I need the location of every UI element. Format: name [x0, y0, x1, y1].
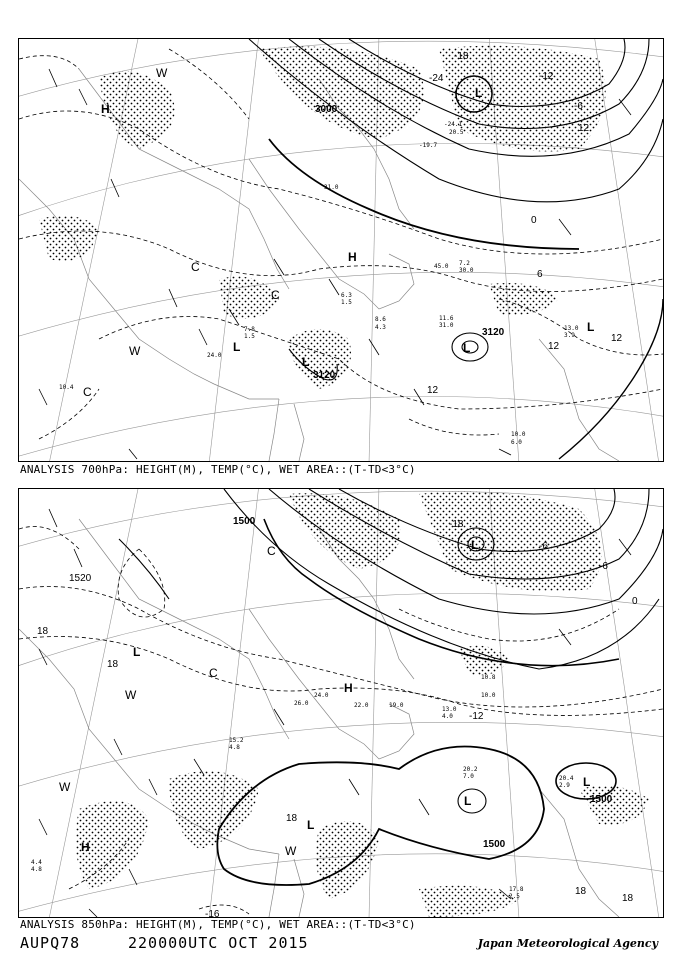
contour-label: -16 [205, 909, 220, 917]
station-value: 4.8 [229, 744, 240, 751]
contour-label: 12 [548, 341, 560, 352]
low-marker: L [233, 340, 241, 354]
cold-marker: C [83, 385, 92, 399]
station-value: 11.6 [439, 315, 454, 322]
contour-label: 3120 [482, 327, 505, 338]
station-value: 10.0 [511, 431, 526, 438]
station-value: 10.0 [481, 692, 496, 699]
contour-label: 1500 [590, 794, 613, 805]
analysis-850hpa-svg [19, 489, 663, 917]
station-value: 6.3 [341, 292, 352, 299]
station-value: -24.1 [444, 121, 463, 128]
analysis-700hpa-map [18, 38, 664, 462]
station-value: 2.9 [559, 782, 570, 789]
wet-areas [39, 46, 606, 389]
low-marker: L [133, 645, 141, 659]
contour-label: 18 [107, 659, 119, 670]
station-value: 45.0 [434, 263, 449, 270]
station-value: -19.7 [419, 142, 438, 149]
contour-label: -12 [539, 71, 554, 82]
station-value: 10.8 [481, 674, 496, 681]
station-value: 24.0 [314, 692, 329, 699]
chart-code: AUPQ78 [20, 934, 81, 952]
contour-label: 18 [37, 626, 49, 637]
warm-marker: W [59, 780, 71, 794]
contour-label: 18 [286, 813, 298, 824]
warm-marker: W [156, 66, 168, 80]
warm-marker: W [125, 688, 137, 702]
station-value: 4.0 [442, 713, 453, 720]
cold-marker: C [271, 288, 280, 302]
station-value: 15.2 [229, 737, 244, 744]
station-value: 20.4 [559, 775, 574, 782]
cold-marker: C [191, 260, 200, 274]
low-marker: L [464, 794, 472, 808]
analysis-850hpa-map [18, 488, 664, 918]
contour-label: 1500 [233, 516, 256, 527]
contour-label: 0 [531, 215, 537, 226]
station-value: 17.8 [509, 886, 524, 893]
low-marker: L [587, 320, 595, 334]
contour-label: -12 [469, 711, 484, 722]
station-value: 2.5 [509, 893, 520, 900]
station-value: 24.0 [207, 352, 222, 359]
low-marker: L [307, 818, 315, 832]
low-marker: L [463, 341, 471, 355]
low-marker: L [471, 538, 479, 552]
station-value: 4.3 [375, 324, 386, 331]
contour-label: 1500 [483, 839, 506, 850]
valid-time: 220000UTC OCT 2015 [128, 934, 309, 952]
station-value: 7.0 [463, 773, 474, 780]
contour-label: -18 [454, 51, 469, 62]
station-value: 7.2 [459, 260, 470, 267]
station-value: 1.5 [341, 299, 352, 306]
warm-marker: W [285, 844, 297, 858]
station-value: 8.6 [375, 316, 386, 323]
station-value: 31.0 [324, 184, 339, 191]
station-value: 13.0 [564, 325, 579, 332]
panel-caption-700hpa: ANALYSIS 700hPa: HEIGHT(M), TEMP(°C), WET AREA::(T-TD<3°C) [20, 463, 416, 476]
station-value: 10.4 [59, 384, 74, 391]
cold-marker: C [209, 666, 218, 680]
high-marker: H [348, 250, 357, 264]
station-value: 31.0 [439, 322, 454, 329]
station-value: 6.0 [511, 439, 522, 446]
station-value: 19.0 [389, 702, 404, 709]
station-value: 4.8 [31, 866, 42, 873]
low-marker: L [583, 775, 591, 789]
low-marker: L [302, 355, 310, 369]
station-value: 22.0 [354, 702, 369, 709]
contour-label: -24 [429, 73, 444, 84]
high-marker: H [81, 840, 90, 854]
contour-label: 3120 [313, 370, 336, 381]
contour-label: 1520 [69, 573, 92, 584]
contour-label: 18 [575, 886, 587, 897]
agency-name: Japan Meteorological Agency [477, 937, 658, 950]
cold-marker: C [267, 544, 276, 558]
contour-label: 12 [427, 385, 439, 396]
warm-marker: W [129, 344, 141, 358]
station-value: 20.2 [463, 766, 478, 773]
contour-label: 12 [611, 333, 623, 344]
contour-label: 12 [578, 123, 590, 134]
contour-label: -6 [574, 101, 583, 112]
panel-caption-850hpa: ANALYSIS 850hPa: HEIGHT(M), TEMP(°C), WET AREA::(T-TD<3°C) [20, 918, 416, 931]
contour-label: -18 [449, 519, 464, 530]
analysis-700hpa-svg [19, 39, 663, 461]
high-marker: H [344, 681, 353, 695]
contour-label: 0 [632, 596, 638, 607]
contour-label: -6 [539, 541, 548, 552]
station-value: 1.5 [244, 333, 255, 340]
station-value: 3.9 [564, 332, 575, 339]
station-value: 4.4 [31, 859, 42, 866]
contour-label: 18 [622, 893, 634, 904]
contour-label: 3000 [315, 104, 338, 115]
station-value: 13.0 [442, 706, 457, 713]
station-value: 30.0 [459, 267, 474, 274]
station-value: 20.5 [449, 129, 464, 136]
station-value: 7.8 [244, 326, 255, 333]
low-marker: L [475, 86, 483, 100]
contour-label: 6 [537, 269, 543, 280]
contour-label: -6 [599, 561, 608, 572]
high-marker: H [101, 102, 110, 116]
station-value: 26.0 [294, 700, 309, 707]
